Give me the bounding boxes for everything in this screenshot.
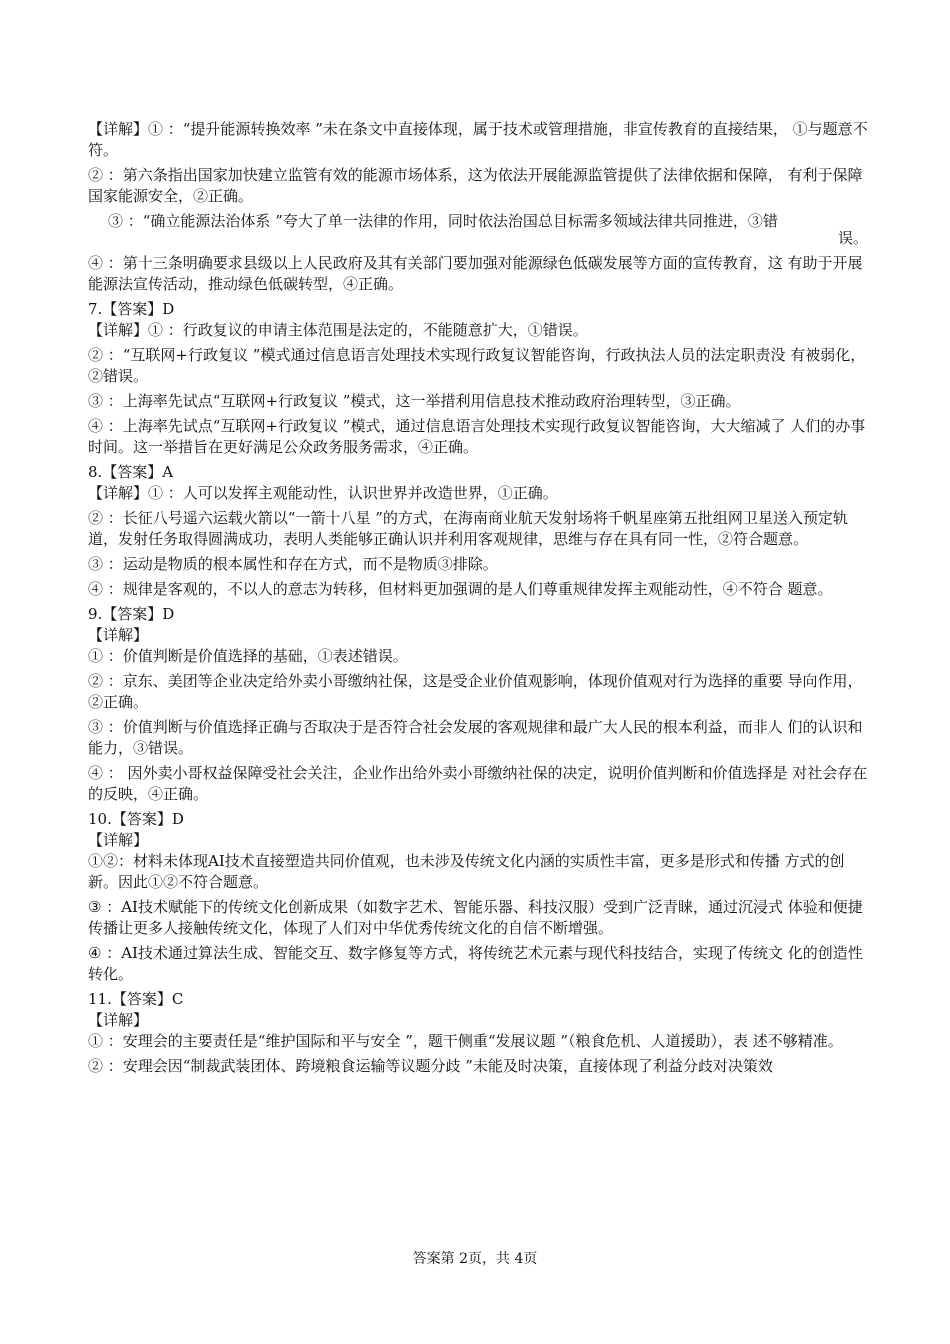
paragraph-detail-7-3: ③ ：上海率先试点“互联网+行政复议 ”模式，这一举措利用信息技术推动政府治理转型，③正确。	[88, 392, 741, 410]
detail-10-label: 【详解】	[88, 831, 149, 849]
detail-11-label: 【详解】	[88, 1011, 149, 1029]
answer-11-heading: 11.【答案】C	[88, 990, 184, 1008]
answer-7-heading: 7.【答案】D	[88, 300, 175, 318]
paragraph-detail-8-4: ④ ：规律是客观的，不以人的意志为转移，但材料更加强调的是人们尊重规律发挥主观能动性，④不符合 题意。	[88, 580, 833, 598]
paragraph-detail-10-1: ①②：材料未体现AI技术直接塑造共同价值观，也未涉及传统文化内涵的实质性丰富，更多是形式和传播 方式的创新。因此①②不符合题意。	[88, 852, 845, 891]
paragraph-detail-6-3-end: 误。	[837, 229, 868, 247]
paragraph-detail-6-2: ② ：第六条指出国家加快建立监管有效的能源市场体系，这为依法开展能源监管提供了法律依据和保障， 有利于保障国家能源安全，②正确。	[88, 166, 863, 205]
answer-8-heading: 8.【答案】A	[88, 463, 174, 481]
detail-9-label: 【详解】	[88, 626, 149, 644]
paragraph-detail-11-1: ① ：安理会的主要责任是“维护国际和平与安全 ”，题干侧重“发展议题 ”（粮食危机、人道援助），表 述不够精准。	[88, 1032, 843, 1050]
paragraph-detail-6-1: 【详解】① ：“提升能源转换效率 ”未在条文中直接体现，属于技术或管理措施，非宣传教育的直接结果， ①与题意不符。	[88, 120, 868, 159]
paragraph-detail-9-3: ③ ：价值判断与价值选择正确与否取决于是否符合社会发展的客观规律和最广大人民的根本利益，而非人 们的认识和能力，③错误。	[88, 718, 863, 757]
paragraph-detail-9-2: ② ：京东、美团等企业决定给外卖小哥缴纳社保，这是受企业价值观影响，体现价值观对行为选择的重要 导向作用，②正确。	[88, 672, 863, 711]
answer-9-heading: 9.【答案】D	[88, 605, 175, 623]
paragraph-detail-10-2: ③ ：AI技术赋能下的传统文化创新成果（如数字艺术、智能乐器、科技汉服）受到广泛青睐，通过沉浸式 体验和便捷传播让更多人接触传统文化，体现了人们对中华优秀传统文化的自信不断增强。	[88, 898, 863, 937]
paragraph-detail-6-4: ④ ：第十三条明确要求县级以上人民政府及其有关部门要加强对能源绿色低碳发展等方面的宣传教育，这 有助于开展能源法宣传活动，推动绿色低碳转型，④正确。	[88, 254, 863, 293]
paragraph-detail-7-4: ④ ：上海率先试点“互联网+行政复议 ”模式，通过信息语言处理技术实现行政复议智能咨询，大大缩减了 人们的办事时间。这一举措旨在更好满足公众政务服务需求，④正确。	[88, 417, 866, 456]
paragraph-detail-6-3: ③ ：“确立能源法治体系 ”夸大了单一法律的作用，同时依法治国总目标需多领域法律共同推进，③错	[108, 212, 778, 230]
page-footer: 答案第 2页，共 4页	[412, 1251, 538, 1267]
paragraph-detail-8-3: ③ ：运动是物质的根本属性和存在方式，而不是物质③排除。	[88, 555, 498, 573]
paragraph-detail-9-4: ④ ： 因外卖小哥权益保障受社会关注，企业作出给外卖小哥缴纳社保的决定，说明价值判断和价值选择是 对社会存在的反映，④正确。	[88, 764, 868, 803]
answer-10-heading: 10.【答案】D	[88, 810, 184, 828]
paragraph-detail-11-2: ② ：安理会因“制裁武装团体、跨境粮食运输等议题分歧 ”未能及时决策，直接体现了利益分歧对决策效	[88, 1057, 773, 1075]
paragraph-detail-10-3: ④ ：AI技术通过算法生成、智能交互、数字修复等方式，将传统艺术元素与现代科技结合，实现了传统文 化的创造性转化。	[88, 944, 863, 983]
paragraph-detail-8-2: ② ：长征八号遥六运载火箭以“一箭十八星 ”的方式，在海南商业航天发射场将千帆星座第五批组网卫星送入预定轨道，发射任务取得圆满成功，表明人类能够正确认识并利用客观规律，思维与存在具有同一性，②符合题意。	[88, 509, 848, 548]
paragraph-detail-7-2: ② ：“互联网+行政复议 ”模式通过信息语言处理技术实现行政复议智能咨询，行政执法人员的法定职责没 有被弱化，②错误。	[88, 346, 866, 385]
paragraph-detail-7-1: 【详解】① ：行政复议的申请主体范围是法定的，不能随意扩大，①错误。	[88, 321, 588, 339]
answer-content	[88, 119, 868, 1081]
paragraph-detail-9-1: ① ：价值判断是价值选择的基础，①表述错误。	[88, 647, 408, 665]
paragraph-detail-8-1: 【详解】① ：人可以发挥主观能动性，认识世界并改造世界，①正确。	[88, 484, 558, 502]
